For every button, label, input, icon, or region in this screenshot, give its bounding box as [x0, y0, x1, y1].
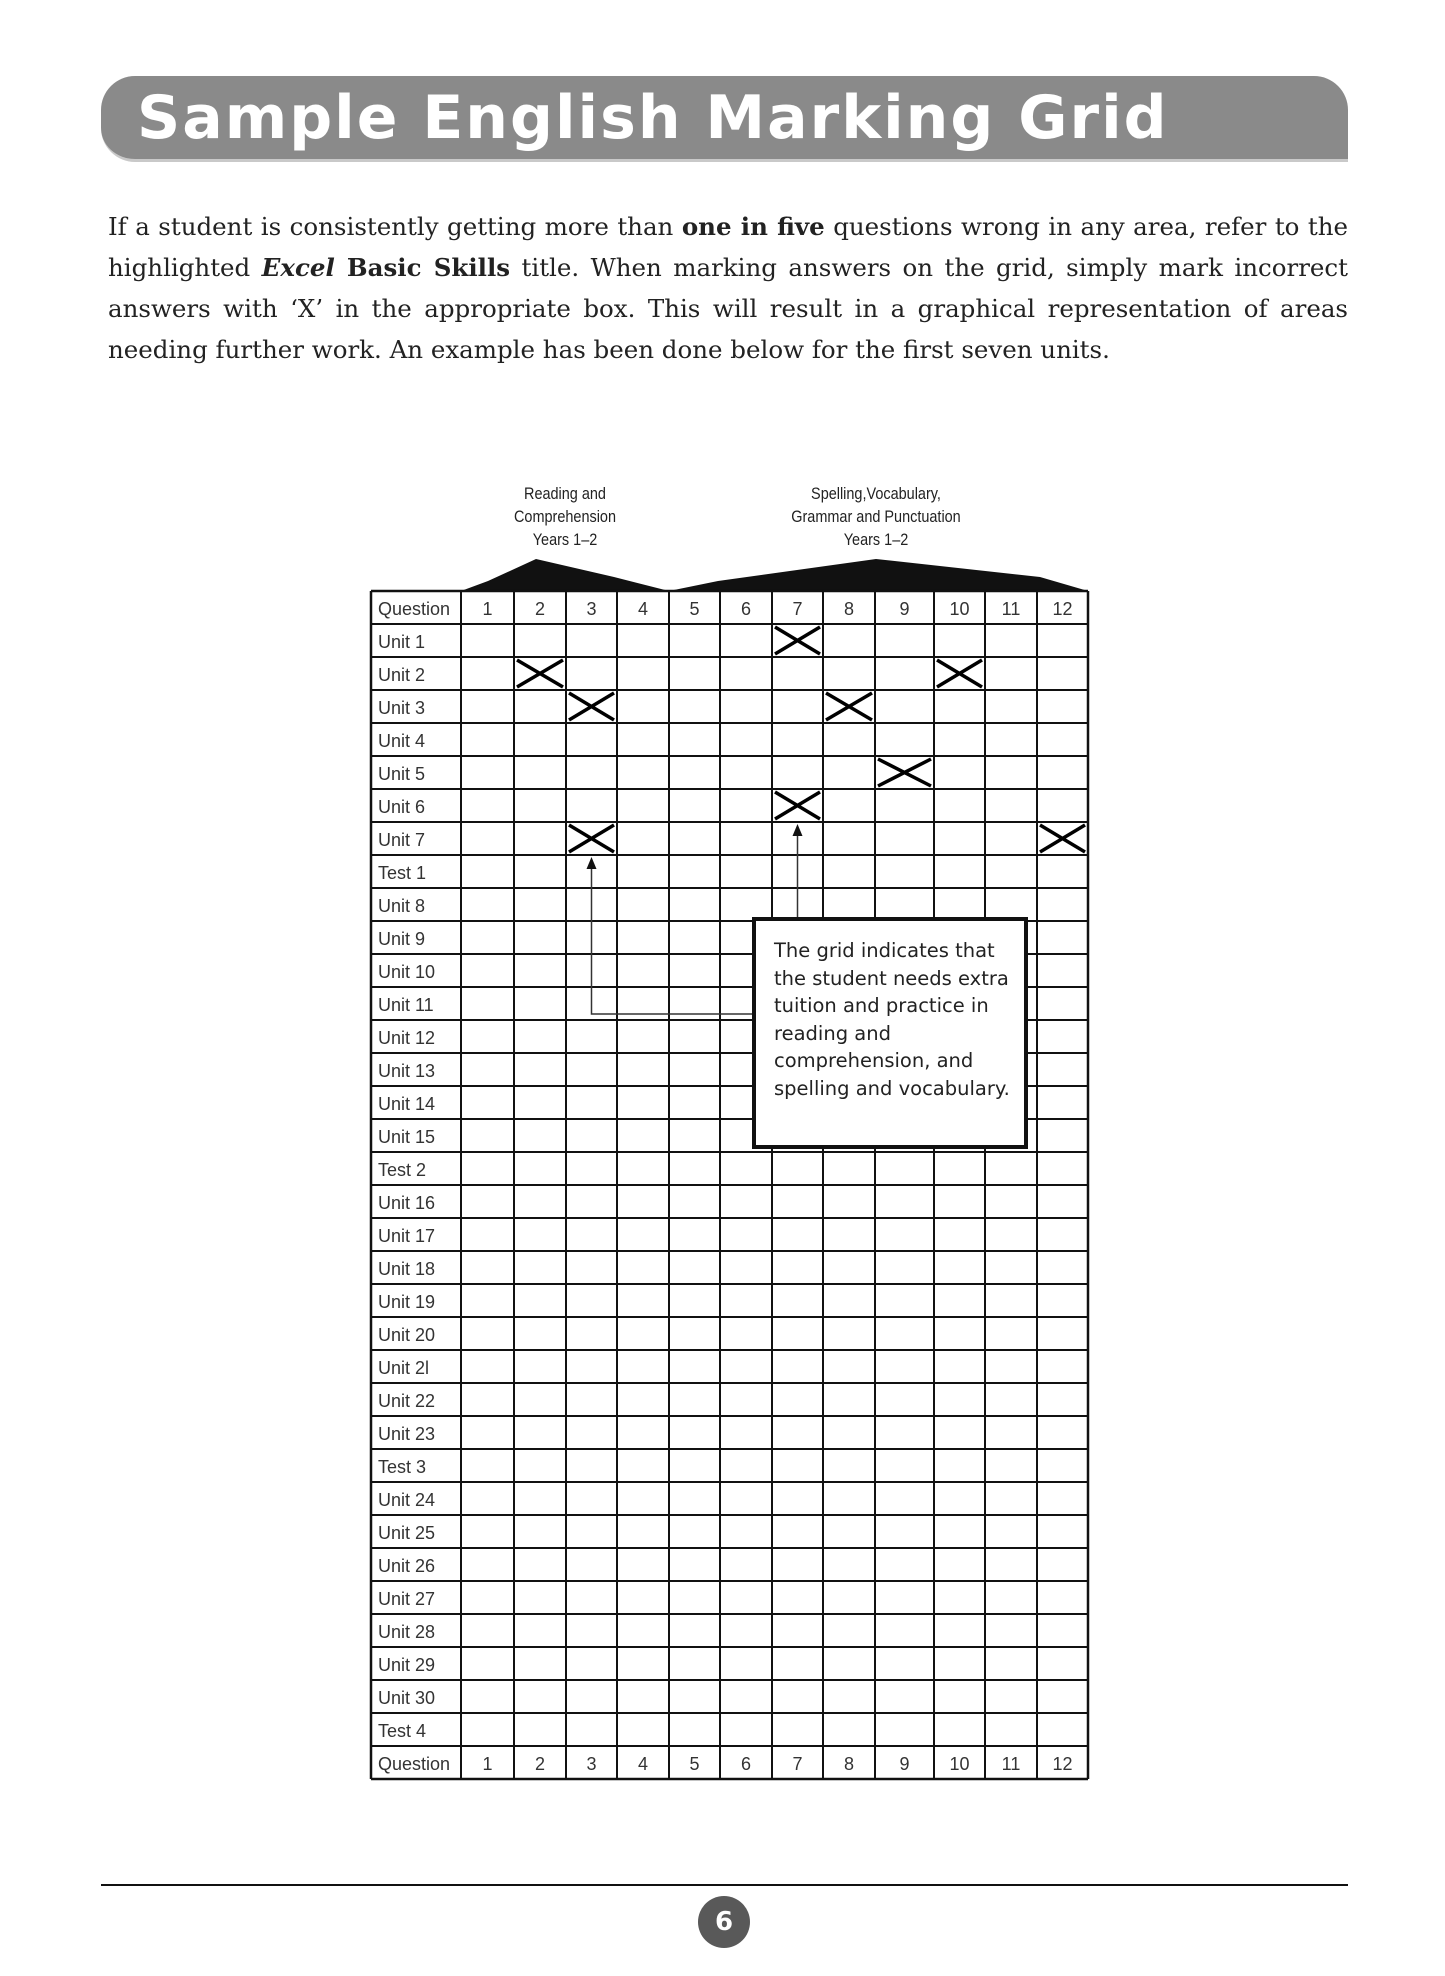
- column-number-4: 4: [637, 1754, 649, 1774]
- row-label: Unit 25: [378, 1523, 436, 1543]
- row-label: Test 1: [378, 863, 427, 883]
- row-label: Test 4: [378, 1721, 427, 1741]
- intro-excel-brand: Excel: [261, 253, 335, 282]
- column-number-10: 10: [949, 1754, 970, 1774]
- column-number-3: 3: [586, 599, 597, 619]
- column-number-8: 8: [843, 1754, 855, 1774]
- spelling-header-line-2: Grammar and Punctuation: [791, 507, 961, 526]
- spelling-section-tab: [669, 559, 1088, 591]
- intro-text-3: title. When marking answers on the grid, simply mark incorrect answers with ‘X’ in the appropriate box. This will result in a graphical representation of areas needing further work. An example has been done below for the first seven units.: [108, 253, 1348, 364]
- row-label: Test 3: [378, 1457, 427, 1477]
- column-number-11: 11: [1001, 599, 1021, 619]
- row-label: Unit 12: [378, 1028, 436, 1048]
- row-label: Unit 3: [378, 698, 426, 718]
- column-number-6: 6: [740, 599, 752, 619]
- row-label: Unit 11: [378, 995, 434, 1015]
- column-number-2: 2: [534, 1754, 546, 1774]
- row-label: Unit 30: [378, 1688, 436, 1708]
- column-number-6: 6: [740, 1754, 752, 1774]
- column-number-9: 9: [899, 599, 910, 619]
- column-number-1: 1: [482, 599, 493, 619]
- column-number-10: 10: [949, 599, 970, 619]
- row-label: Unit 1: [378, 632, 426, 652]
- row-label: Unit 26: [378, 1556, 436, 1576]
- grid-callout-box: The grid indicates that the student needs extra tuition and practice in reading and comprehension, and spelling and vocabulary.: [752, 917, 1028, 1149]
- arrowhead: [587, 857, 597, 869]
- row-label: Unit 24: [378, 1490, 436, 1510]
- row-label: Unit 7: [378, 830, 426, 850]
- row-label: Unit 13: [378, 1061, 436, 1081]
- column-number-5: 5: [689, 599, 700, 619]
- row-label: Unit 9: [378, 929, 426, 949]
- footer-question-label: Question: [378, 1754, 451, 1774]
- row-label: Unit 27: [378, 1589, 436, 1609]
- row-label: Unit 28: [378, 1622, 436, 1642]
- intro-bold-one-in-five: one in five: [681, 212, 825, 241]
- intro-text-1: If a student is consistently getting more than: [108, 212, 682, 241]
- intro-text-2: questions wrong in any area, refer to the highlighted: [108, 212, 1349, 282]
- column-number-5: 5: [689, 1754, 700, 1774]
- reading-header-line-3: Years 1–2: [532, 530, 598, 549]
- row-label: Unit 22: [378, 1391, 436, 1411]
- column-number-12: 12: [1052, 599, 1073, 619]
- footer-divider: [101, 1884, 1348, 1886]
- row-label: Unit 23: [378, 1424, 436, 1444]
- row-label: Unit 16: [378, 1193, 436, 1213]
- row-label: Unit 5: [378, 764, 426, 784]
- row-label: Unit 2: [378, 665, 426, 685]
- page-title: Sample English Marking Grid: [137, 83, 1169, 153]
- row-label: Unit 29: [378, 1655, 436, 1675]
- column-number-11: 11: [1001, 1754, 1021, 1774]
- page-number-badge: 6: [698, 1896, 750, 1948]
- row-label: Unit 4: [378, 731, 426, 751]
- row-label: Unit 18: [378, 1259, 436, 1279]
- row-label: Unit 2l: [378, 1358, 430, 1378]
- callout-arrow-reading: [592, 867, 753, 1014]
- row-label: Unit 19: [378, 1292, 436, 1312]
- column-number-9: 9: [899, 1754, 910, 1774]
- reading-section-tab: [461, 559, 669, 591]
- column-number-12: 12: [1052, 1754, 1073, 1774]
- header-question-label: Question: [378, 599, 451, 619]
- column-number-7: 7: [792, 1754, 803, 1774]
- reading-header-line-2: Comprehension: [513, 507, 616, 526]
- row-label: Test 2: [378, 1160, 427, 1180]
- column-number-8: 8: [843, 599, 855, 619]
- column-number-7: 7: [792, 599, 803, 619]
- row-label: Unit 10: [378, 962, 436, 982]
- spelling-header-line-3: Years 1–2: [843, 530, 909, 549]
- spelling-header-line-1: Spelling,Vocabulary,: [811, 484, 941, 503]
- row-label: Unit 6: [378, 797, 426, 817]
- intro-bold-basic-skills: Basic Skills: [334, 253, 511, 282]
- row-label: Unit 15: [378, 1127, 436, 1147]
- column-number-2: 2: [534, 599, 546, 619]
- row-label: Unit 20: [378, 1325, 436, 1345]
- row-label: Unit 14: [378, 1094, 436, 1114]
- row-label: Unit 17: [378, 1226, 436, 1246]
- row-label: Unit 8: [378, 896, 426, 916]
- column-number-3: 3: [586, 1754, 597, 1774]
- arrowhead: [793, 824, 803, 836]
- reading-header-line-1: Reading and: [524, 484, 606, 503]
- column-number-4: 4: [637, 599, 649, 619]
- column-number-1: 1: [482, 1754, 493, 1774]
